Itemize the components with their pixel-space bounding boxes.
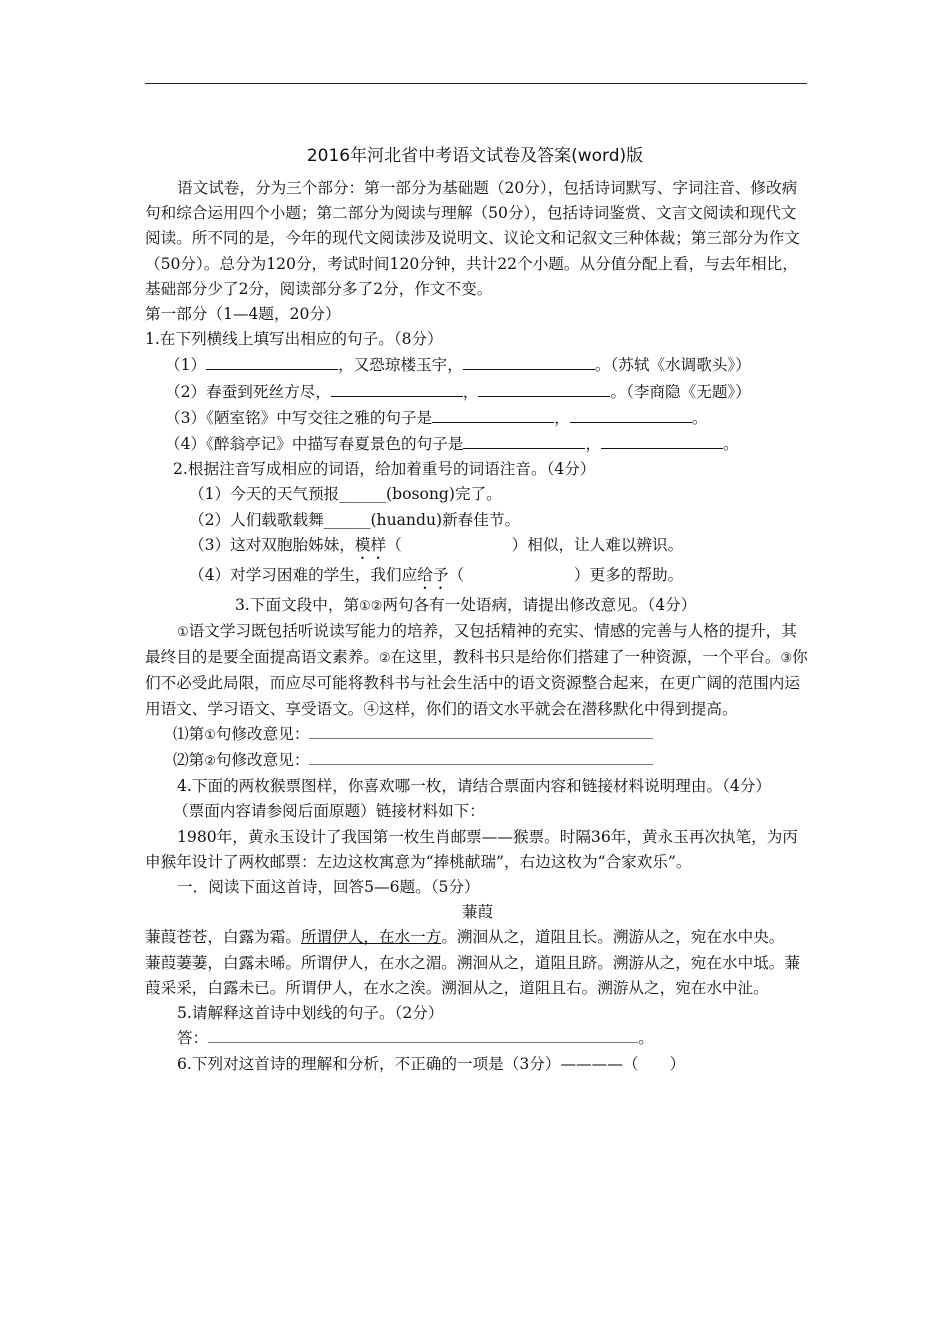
- q1-item-2-comma: ，: [462, 382, 479, 401]
- q2-item-3-end: ）相似，让人难以辨识。: [511, 535, 684, 554]
- q4-stem: 4.下面的两枚猴票图样，你喜欢哪一枚，请结合票面内容和链接材料说明理由。（4分）: [177, 777, 771, 796]
- q1-item-4-end: 。: [723, 435, 739, 454]
- q1-blank[interactable]: [331, 379, 463, 397]
- q2-item-3-text: （3）这对双胞胎姊妹，: [189, 535, 355, 554]
- q1-stem: 1.在下列横线上填写出相应的句子。（8分）: [145, 330, 443, 349]
- section-heading: 一．阅读下面这首诗，回答5—6题。（5分）: [177, 878, 480, 897]
- header-rule: [145, 83, 807, 84]
- q1-item-3: [145, 405, 810, 431]
- q3-stem-text-2: 两句各有一处语病，请提出修改意见。（4分）: [382, 595, 697, 614]
- sentence-marker: ②: [378, 651, 391, 667]
- intro-paragraph: 语文试卷，分为三个部分：第一部分为基础题（20分），包括诗词默写、字词注音、修改病句和综合运用四个小题；第二部分为阅读与理解（50分），包括诗词鉴赏、文言文阅读和现代文阅读。所不同的是，今年的现代文阅读涉及说明文、议论文和记叙文三种体裁；第三部分为作文（50分）。总分为120分，考试时间120分钟，共计22个小题。从分值分配上看，与去年相比，基础部分少了2分，阅读部分多了2分，作文不变。: [145, 179, 800, 298]
- q5-stem: 5.请解释这首诗中划线的句子。（2分）: [177, 1004, 444, 1023]
- q3-answer-line[interactable]: [309, 750, 653, 765]
- q2-item-3: [145, 533, 810, 563]
- q1-item-1-source: 。（苏轼《水调歌头》）: [594, 356, 751, 375]
- q5-answer-label: 答：: [177, 1029, 209, 1048]
- emphasized-word: 模样: [354, 535, 387, 554]
- q2-stem: 2.根据注音写成相应的词语，给加着重号的词语注音。（4分）: [173, 460, 596, 479]
- q3-sentence-3: 你们不必受此局限，而应尽可能将教科书与社会生活中的语文资源整合起来，在更广阔的范围内运用语文、学习语文、享受语文。④这样，你们的语文水平就会在潜移默化中得到提高。: [145, 648, 808, 718]
- q1-item-1: [145, 352, 810, 378]
- q2-item-4-end: ）更多的帮助。: [574, 565, 684, 584]
- part1-heading: 第一部分（1—4题，20分）: [145, 305, 341, 324]
- q3-answer-2: [145, 748, 810, 774]
- q2-item-4: [145, 563, 810, 593]
- q1-item-2-text: （2）春蚕到死丝方尽，: [165, 382, 331, 401]
- q3-answer-2-label: ⑵第: [173, 751, 205, 770]
- sentence-marker: ①: [177, 625, 189, 641]
- sentence-marker: ①: [359, 598, 371, 614]
- sentence-marker: ②: [204, 754, 216, 770]
- q1-item-1-label: （1）: [165, 356, 207, 375]
- q1-blank[interactable]: [463, 431, 585, 449]
- q4-material: 1980年，黄永玉设计了我国第一枚生肖邮票——猴票。时隔36年，黄永玉再次执笔，为丙申猴年设计了两枚邮票：左边这枚寓意为“捧桃献瑞”，右边这枚为“合家欢乐”。: [145, 827, 798, 871]
- q5-answer: [145, 1026, 810, 1051]
- q5-answer-end: 。: [638, 1029, 654, 1048]
- poem-stanza-2: 蒹葭萋萋，白露未晞。所谓伊人，在水之湄。溯洄从之，道阻且跻。溯游从之，宛在水中坻。蒹葭采采，白露未已。所谓伊人，在水之涘。溯洄从之，道阻且右。溯游从之，宛在水中沚。: [145, 953, 800, 997]
- q1-item-4-comma: ，: [585, 435, 602, 454]
- q2-paren-open: （: [386, 535, 402, 554]
- q3-sentence-1: 语文学习既包括听说读写能力的培养，又包括精神的充实、情感的完善与人格的提升，其最终目的是要全面提高语文素养。: [145, 622, 797, 667]
- poem-title: 蒹葭: [461, 903, 494, 922]
- q1-blank[interactable]: [478, 379, 610, 397]
- q5-answer-line[interactable]: [208, 1028, 638, 1043]
- q1-blank[interactable]: [463, 352, 595, 370]
- q3-answer-2-text: 句修改意见：: [215, 751, 310, 770]
- sentence-marker: ②: [370, 598, 383, 614]
- q1-item-3-text: （3）《陋室铭》中写交往之雅的句子是: [165, 408, 433, 427]
- q2-item-1: （1）今天的天气预报______(bosong)完了。: [189, 485, 502, 504]
- q1-item-1-text: ，又恐琼楼玉宇，: [338, 356, 463, 375]
- q2-item-4-text: （4）对学习困难的学生，我们应: [189, 565, 418, 584]
- q3-sentence-2: 在这里，教科书只是给你们搭建了一种资源，一个平台。: [390, 648, 781, 667]
- q3-stem: [145, 593, 810, 619]
- q6-stem: 6.下列对这首诗的理解和分析，不正确的一项是（3分）————（ ）: [177, 1054, 686, 1073]
- q1-item-4: [145, 431, 810, 457]
- q2-paren-open: （: [448, 565, 465, 584]
- q4-note: （票面内容请参阅后面原题）链接材料如下：: [173, 802, 485, 821]
- q3-stem-text: 3.下面文段中，第: [235, 595, 360, 614]
- poem-line: 蒹葭苍苍，白露为霜。: [145, 928, 301, 947]
- q1-blank[interactable]: [601, 431, 723, 449]
- poem-line: 。溯洄从之，道阻且长。溯游从之，宛在水中央。: [441, 928, 785, 947]
- q2-item-2: （2）人们载歌载舞______(huandu)新春佳节。: [189, 510, 521, 529]
- q1-blank[interactable]: [570, 405, 692, 423]
- q1-item-4-text: （4）《醉翁亭记》中描写春夏景色的句子是: [165, 435, 464, 454]
- sentence-marker: ①: [204, 727, 216, 743]
- q3-answer-1: [145, 722, 810, 748]
- q1-item-3-comma: ，: [554, 408, 570, 427]
- q3-answer-line[interactable]: [309, 724, 653, 739]
- page-title: 2016年河北省中考语文试卷及答案(word)版: [306, 146, 644, 166]
- q1-item-3-end: 。: [691, 408, 708, 427]
- sentence-marker: ③: [780, 651, 793, 667]
- emphasized-word: 给予: [417, 565, 449, 584]
- q3-answer-1-label: ⑴第: [173, 724, 205, 743]
- q1-item-2: [145, 379, 810, 405]
- poem-stanza-1: [145, 925, 810, 950]
- document-body: [145, 176, 810, 1077]
- q3-answer-1-text: 句修改意见：: [215, 724, 310, 743]
- q1-blank[interactable]: [206, 352, 338, 370]
- underlined-line: 所谓伊人，在水一方: [300, 928, 442, 947]
- q1-blank[interactable]: [432, 405, 554, 423]
- q3-passage: [145, 619, 810, 722]
- q1-item-2-source: 。（李商隐《无题》）: [610, 382, 751, 401]
